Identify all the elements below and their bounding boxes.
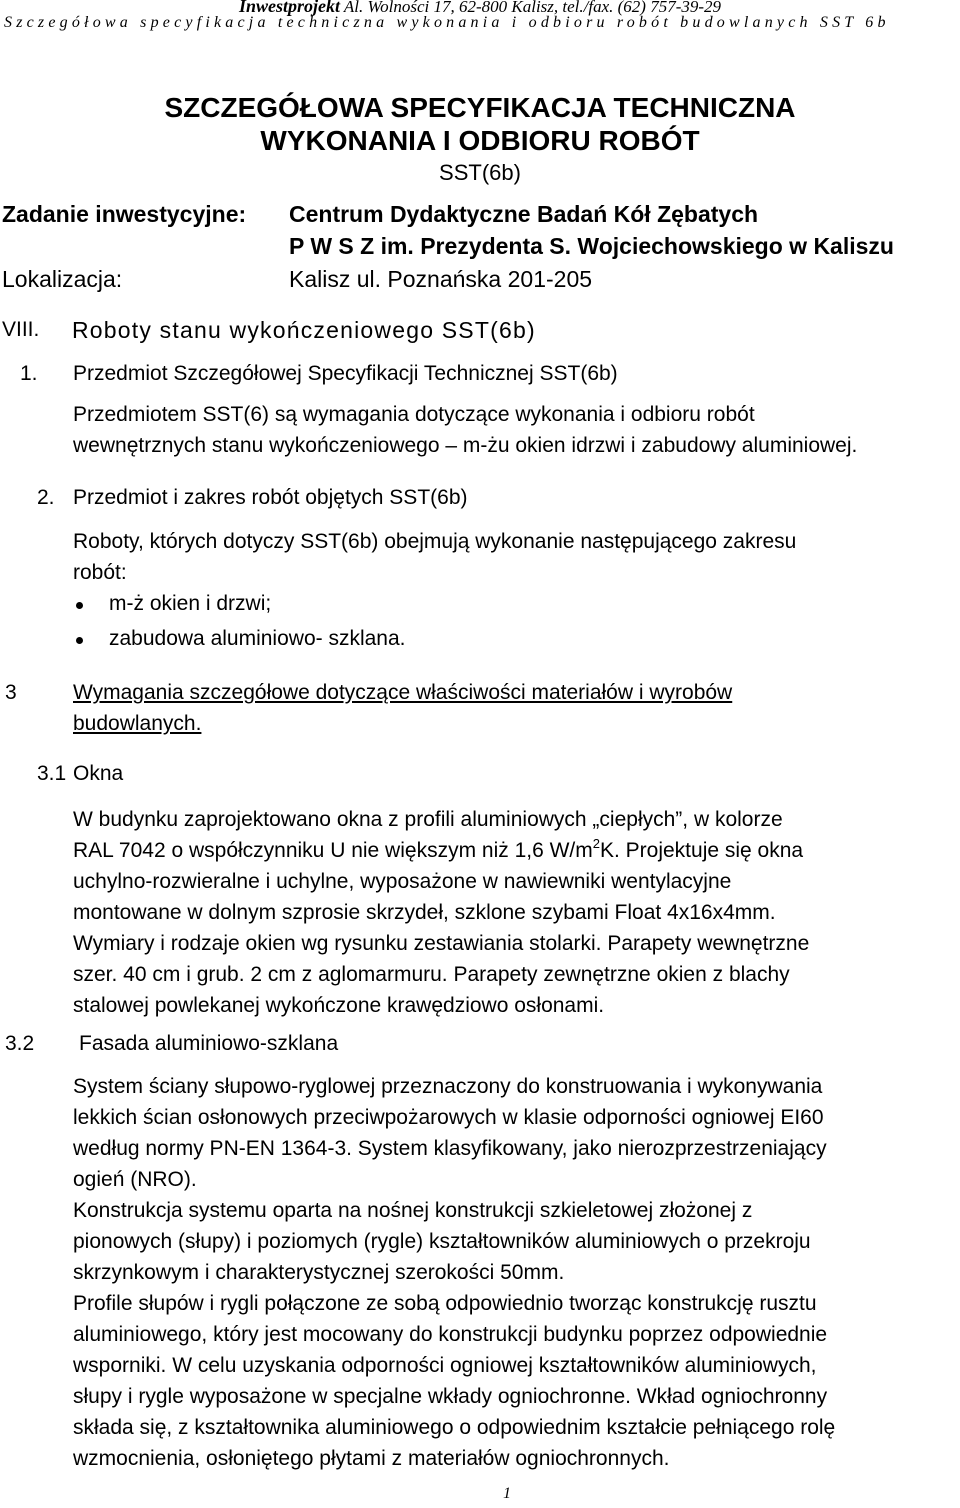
- section-1-heading: Przedmiot Szczegółowej Specyfikacji Technicznej SST(6b): [73, 362, 618, 385]
- section-1-line: Przedmiotem SST(6) są wymagania dotyczące wykonania i odbioru robót: [73, 403, 755, 426]
- section-2-heading: Przedmiot i zakres robót objętych SST(6b): [73, 486, 468, 509]
- section-3-2-line: słupy i rygle wyposażone w specjalne wkłady ogniochronne. Wkład ogniochronny: [73, 1385, 828, 1408]
- section-3-2-line: pionowych (słupy) i poziomych (rygle) kształtowników aluminiowych o przekroju: [73, 1230, 811, 1253]
- section-2-number: 2.: [37, 486, 55, 509]
- running-title: Szczegółowa specyfikacja techniczna wykonania i odbioru robót budowlanych SST 6b: [4, 14, 890, 31]
- section-3-1-line: montowane w dolnym szprosie skrzydeł, szklone szybami Float 4x16x4mm.: [73, 901, 776, 924]
- section-2-body: [73, 526, 796, 588]
- section-3-1-line: W budynku zaprojektowano okna z profili aluminiowych „ciepłych”, w kolorze: [73, 808, 783, 831]
- section-3-heading-line1: Wymagania szczegółowe dotyczące właściwości materiałów i wyrobów: [73, 681, 733, 704]
- bullet-item: m-ż okien i drzwi;: [109, 592, 272, 615]
- section-3-2-line: ogień (NRO).: [73, 1168, 197, 1191]
- section-3-2-line: aluminiowego, który jest mocowany do konstrukcji budynku poprzez odpowiednie: [73, 1323, 828, 1346]
- chapter-number: VIII.: [2, 318, 40, 341]
- section-3-1-line: Wymiary i rodzaje okien wg rysunku zestawiania stolarki. Parapety wewnętrzne: [73, 932, 810, 955]
- section-3-2-line: skrzynkowym i charakterystycznej szerokości 50mm.: [73, 1261, 565, 1284]
- section-3-2-line: składa się, z kształtownika aluminiowego o odpowiednim kształcie pełniącego rolę: [73, 1416, 836, 1439]
- section-3-2-line: według normy PN-EN 1364-3. System klasyfikowany, jako nierozprzestrzeniający: [73, 1137, 827, 1160]
- doc-code: SST(6b): [439, 160, 521, 185]
- section-3-2-line: Profile słupów i rygli połączone ze sobą odpowiednio tworząc konstrukcję rusztu: [73, 1292, 817, 1315]
- task-label: Zadanie inwestycyjne:: [2, 201, 247, 227]
- section-3-1-line-text: RAL 7042 o współczynniku U nie większym niż 1,6 W/m: [73, 839, 593, 862]
- task-name-line1: Centrum Dydaktyczne Badań Kół Zębatych: [289, 201, 759, 227]
- section-3-1-line: uchylno-rozwieralne i uchylne, wyposażone w nawiewniki wentylacyjne: [73, 870, 732, 893]
- section-1-number: 1.: [20, 362, 38, 385]
- section-3-2-heading: Fasada aluminiowo-szklana: [79, 1032, 339, 1055]
- section-3-2-line: lekkich ścian osłonowych przeciwpożarowych w klasie odporności ogniowej EI60: [73, 1106, 824, 1129]
- section-3-1-body: [73, 804, 809, 1021]
- section-3-2-number: 3.2: [5, 1032, 35, 1055]
- bullet-icon: [76, 602, 83, 609]
- task-name-line2: P W S Z im. Prezydenta S. Wojciechowskiego w Kaliszu: [289, 233, 894, 259]
- page-number: 1: [503, 1485, 511, 1502]
- section-3-heading-line2: budowlanych.: [73, 712, 202, 735]
- doc-title-line2: WYKONANIA I ODBIORU ROBÓT: [260, 125, 700, 156]
- section-1-body: [73, 399, 857, 461]
- company-address: Al. Wolności 17, 62-800 Kalisz, tel./fax. (62) 757-39-29: [343, 0, 722, 16]
- bullet-item: zabudowa aluminiowo- szklana.: [109, 627, 406, 650]
- section-3-2-line: wsporniki. W celu uzyskania odporności ogniowej kształtowników aluminiowych,: [73, 1354, 817, 1377]
- section-3-1-line: [73, 835, 809, 866]
- section-1-line: wewnętrznych stanu wykończeniowego – m-żu okien idrzwi i zabudowy aluminiowej.: [73, 434, 858, 457]
- bullet-icon: [76, 637, 83, 644]
- section-3-1-line: stalowej powlekanej wykończone krawędziowo osłonami.: [73, 994, 605, 1017]
- section-3-number: 3: [5, 681, 17, 704]
- section-3-2-line: Konstrukcja systemu oparta na nośnej konstrukcji szkieletowej złożonej z: [73, 1199, 753, 1222]
- doc-title-line1: SZCZEGÓŁOWA SPECYFIKACJA TECHNICZNA: [164, 92, 796, 123]
- chapter-title: Roboty stanu wykończeniowego SST(6b): [72, 317, 536, 343]
- superscript: 2: [592, 836, 600, 851]
- section-3-1-number: 3.1: [37, 762, 67, 785]
- company-name: Inwestprojekt: [238, 0, 340, 16]
- section-2-line: Roboty, których dotyczy SST(6b) obejmują wykonanie następującego zakresu: [73, 530, 797, 553]
- section-3-1-heading: Okna: [73, 762, 124, 785]
- location-label: Lokalizacja:: [2, 266, 123, 292]
- section-3-1-line: szer. 40 cm i grub. 2 cm z aglomarmuru. Parapety zewnętrzne okien z blachy: [73, 963, 790, 986]
- section-3-2-body: [73, 1071, 835, 1474]
- section-3-2-line: System ściany słupowo-ryglowej przeznaczony do konstruowania i wykonywania: [73, 1075, 823, 1098]
- section-2-line: robót:: [73, 561, 127, 584]
- location-value: Kalisz ul. Poznańska 201-205: [289, 266, 593, 292]
- section-3-1-line-text: K. Projektuje się okna: [599, 839, 804, 862]
- section-3-2-line: wzmocnienia, osłoniętego płytami z materiałów ogniochronnych.: [73, 1447, 670, 1470]
